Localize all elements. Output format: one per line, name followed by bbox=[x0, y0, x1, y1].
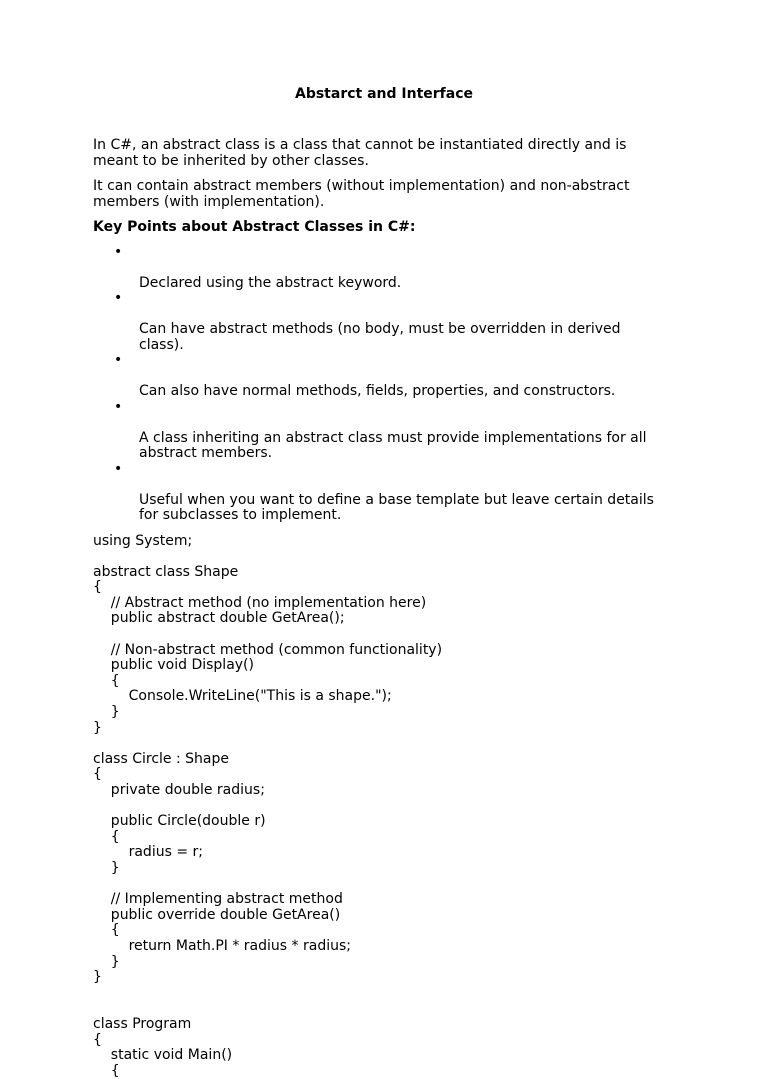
code-sample: using System; abstract class Shape { // Abstract method (no implementation here) public abstract double GetArea(); // Non-abstract method (common functionality) public void Display() { Console.WriteLine("This is a shape."); } } class Circle : Shape { private double radius; public Circle(double r) { radius = r; } // Implementing abstract method public override double GetArea() { return Math.PI * radius * radius; } } class Program { static void Main() { bbox=[93, 534, 693, 1079]
document-title: Abstarct and Interface bbox=[0, 87, 768, 103]
list-item-text: Declared using the abstract keyword. bbox=[139, 275, 401, 291]
intro-paragraph: In C#, an abstract class is a class that cannot be instantiated directly and is meant to be inherited by other classes. bbox=[93, 138, 693, 169]
list-item bbox=[93, 400, 693, 462]
bullet-icon: • bbox=[114, 291, 122, 307]
document-body bbox=[93, 138, 693, 1079]
list-item bbox=[93, 291, 693, 353]
list-item-text: Can also have normal methods, fields, properties, and constructors. bbox=[139, 383, 615, 399]
list-item-text: A class inheriting an abstract class must provide implementations for all abstract members. bbox=[139, 430, 647, 462]
list-item bbox=[93, 245, 693, 292]
list-item-text: Can have abstract methods (no body, must be overridden in derived class). bbox=[139, 321, 621, 353]
members-paragraph: It can contain abstract members (without implementation) and non-abstract members (with implementation). bbox=[93, 179, 693, 210]
key-points-list bbox=[93, 245, 693, 524]
bullet-icon: • bbox=[114, 462, 122, 478]
list-item bbox=[93, 353, 693, 400]
list-item-text: Useful when you want to define a base template but leave certain details for subclasses to implement. bbox=[139, 492, 654, 524]
key-points-heading: Key Points about Abstract Classes in C#: bbox=[93, 220, 693, 236]
bullet-icon: • bbox=[114, 353, 122, 369]
list-item bbox=[93, 462, 693, 524]
bullet-icon: • bbox=[114, 245, 122, 261]
bullet-icon: • bbox=[114, 400, 122, 416]
